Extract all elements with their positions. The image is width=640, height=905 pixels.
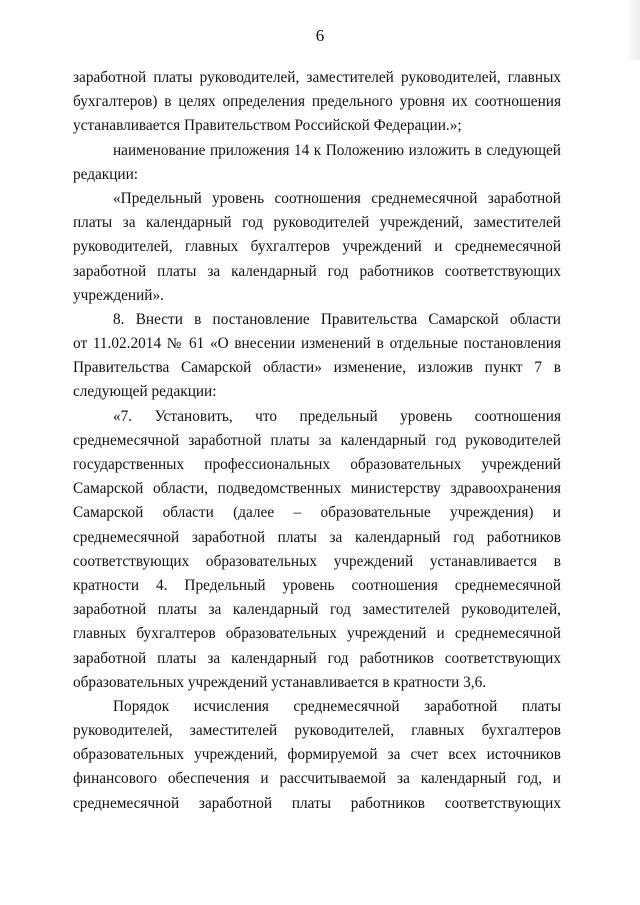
- text-line: заработной платы за календарный год заместителей руководителей,: [73, 601, 561, 619]
- document-body: [73, 66, 561, 816]
- text-line: среднемесячной заработной платы работников соответствующих: [73, 794, 561, 812]
- text-line: 8. Внести в постановление Правительства Самарской области: [113, 310, 561, 328]
- text-line: «Предельный уровень соотношения среднемесячной заработной: [113, 189, 561, 207]
- text-line: платы за календарный год руководителей учреждений, заместителей: [73, 214, 561, 232]
- text-line: главных бухгалтеров образовательных учреждений и среднемесячной: [73, 625, 561, 643]
- text-line: следующей редакции:: [73, 383, 217, 401]
- text-line: среднемесячной заработной платы за календарный год руководителей: [73, 431, 561, 449]
- text-line: бухгалтеров) в целях определения предельного уровня их соотношения: [73, 93, 561, 111]
- text-line: государственных профессиональных образовательных учреждений: [73, 456, 561, 473]
- text-line: соответствующих образовательных учреждений устанавливается в: [73, 552, 561, 570]
- text-line: Порядок исчисления среднемесячной заработной платы: [113, 697, 561, 715]
- text-line: финансового обеспечения и рассчитываемой за календарный год, и: [73, 770, 561, 788]
- text-line: образовательных учреждений устанавливается в кратности 3,6.: [73, 673, 487, 691]
- page-number: 6: [315, 26, 325, 45]
- text-line: заработной платы за календарный год работников соответствующих: [73, 262, 561, 280]
- text-line: Самарской области, подведомственных министерству здравоохранения: [73, 480, 561, 498]
- text-line: редакции:: [73, 165, 139, 183]
- text-line: Правительства Самарской области» изменение, изложив пункт 7 в: [73, 359, 561, 377]
- text-line: заработной платы за календарный год работников соответствующих: [73, 649, 561, 667]
- text-line: наименование приложения 14 к Положению изложить в следующей: [113, 141, 561, 159]
- text-line: среднемесячной заработной платы за календарный год работников: [73, 528, 561, 546]
- text-line: заработной платы руководителей, заместителей руководителей, главных: [73, 69, 561, 86]
- text-line: Самарской области (далее – образовательные учреждения) и: [73, 504, 561, 522]
- text-line: от 11.02.2014 № 61 «О внесении изменений в отдельные постановления: [73, 335, 561, 353]
- text-line: образовательных учреждений, формируемой за счет всех источников: [73, 746, 561, 764]
- text-line: кратности 4. Предельный уровень соотношения среднемесячной: [73, 576, 561, 594]
- text-line: учреждений».: [73, 286, 164, 304]
- text-line: руководителей, заместителей руководителей, главных бухгалтеров: [73, 722, 561, 740]
- text-line: «7. Установить, что предельный уровень соотношения: [113, 407, 561, 425]
- text-line: руководителей, главных бухгалтеров учреждений и среднемесячной: [73, 238, 561, 256]
- text-line: устанавливается Правительством Российской Федерации.»;: [73, 117, 462, 135]
